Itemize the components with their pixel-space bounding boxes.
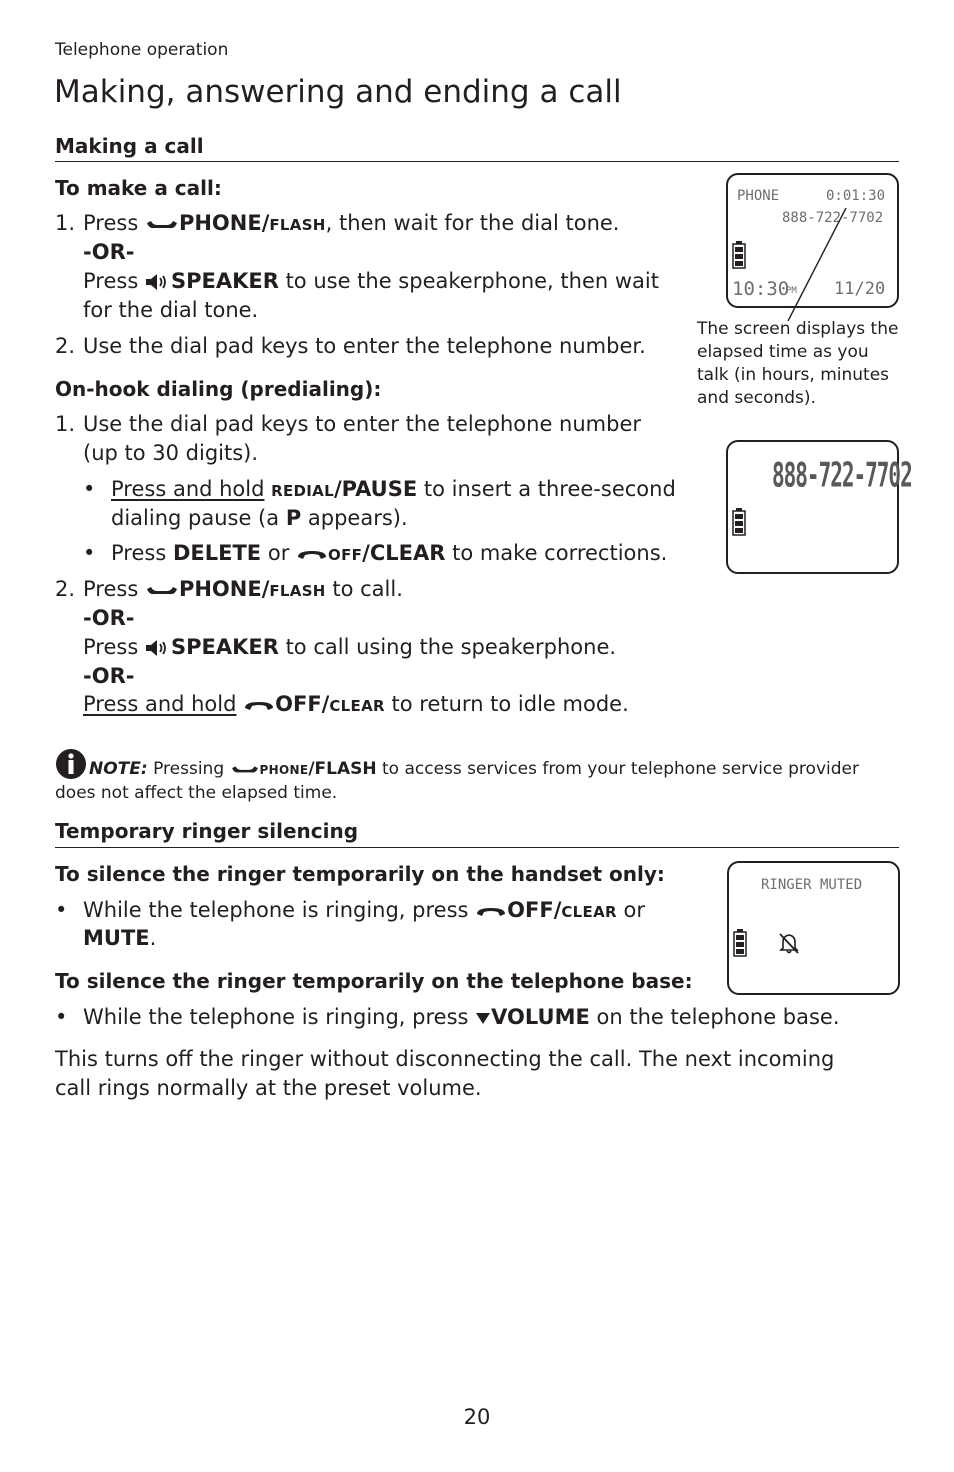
pause-key-label: /PAUSE — [333, 477, 418, 501]
text: to return to idle mode. — [391, 692, 629, 716]
text: Use the dial pad keys to enter the telephone number — [83, 412, 642, 436]
off-key-label: OFF — [328, 546, 363, 564]
text: Press and hold — [83, 692, 237, 716]
off-phone-icon — [475, 904, 507, 918]
text: to call using the speakerphone. — [285, 635, 617, 659]
lcd-caption — [697, 318, 907, 410]
phone-icon — [145, 217, 179, 231]
redial-key-label: REDIAL — [271, 482, 334, 500]
lcd-ringer-muted: RINGER MUTED — [761, 877, 863, 893]
text: Press — [111, 541, 167, 565]
text: or — [267, 541, 290, 565]
divider — [55, 161, 899, 162]
bullet: • — [55, 898, 68, 922]
clear-key-label: CLEAR — [329, 697, 385, 715]
lcd-number: 888-722-7702 — [772, 456, 912, 495]
text: to call. — [332, 577, 403, 601]
lcd-screen-predial — [726, 440, 912, 574]
text: on the telephone base. — [596, 1005, 840, 1029]
idle-option — [83, 690, 629, 721]
handset-bullet-cont — [83, 924, 156, 953]
volume-down-icon — [475, 1011, 491, 1025]
text: Press — [83, 269, 139, 293]
bullet: • — [83, 477, 96, 501]
off-key-label: OFF/ — [275, 692, 330, 716]
clear-key-label: /CLEAR — [362, 541, 446, 565]
handset-bullet — [83, 896, 645, 927]
text: While the telephone is ringing, press — [83, 898, 469, 922]
paragraph: call rings normally at the preset volume. — [55, 1076, 482, 1100]
onhook-heading: On-hook dialing (predialing): — [55, 377, 382, 401]
text: to use the speakerphone, then wait — [285, 269, 659, 293]
text: appears). — [307, 506, 408, 530]
to-make-call-heading: To make a call: — [55, 176, 222, 200]
phone-key-label: PHONE/ — [178, 577, 270, 601]
flash-key-label: FLASH — [269, 216, 326, 234]
step-number: 1. — [55, 211, 76, 235]
phone-key-label: PHONE — [259, 763, 309, 777]
or-separator: -OR- — [83, 240, 135, 264]
handset-heading: To silence the ringer temporarily on the handset only: — [55, 862, 665, 886]
p-char: P — [285, 506, 302, 530]
text: Press and hold — [111, 477, 265, 501]
bullet-delete — [111, 539, 667, 570]
or-separator: -OR- — [83, 664, 135, 688]
volume-key-label: VOLUME — [491, 1005, 590, 1029]
text: Use the dial pad keys to enter the telephone number. — [83, 334, 646, 358]
flash-key-label: FLASH — [269, 582, 326, 600]
base-heading: To silence the ringer temporarily on the telephone base: — [55, 969, 693, 993]
paragraph: This turns off the ringer without disconnecting the call. The next incoming — [55, 1047, 835, 1071]
text: (up to 30 digits). — [83, 441, 259, 465]
speaker-key-label: SPEAKER — [170, 269, 279, 293]
caption-line: and seconds). — [697, 388, 816, 408]
text: Press — [83, 577, 139, 601]
text: dialing pause (a — [111, 506, 280, 530]
battery-icon — [732, 508, 746, 536]
callout-line — [780, 205, 850, 325]
caption-line: talk (in hours, minutes — [697, 365, 890, 385]
bullet: • — [55, 1005, 68, 1029]
step-number: 2. — [55, 334, 76, 358]
flash-key-label: /FLASH — [308, 759, 377, 779]
speaker-option — [83, 633, 616, 662]
text: for the dial tone. — [83, 298, 259, 322]
speaker-icon — [145, 273, 171, 291]
off-phone-icon — [296, 547, 328, 561]
step-number: 2. — [55, 577, 76, 601]
note — [55, 748, 905, 805]
off-phone-icon — [243, 698, 275, 712]
caption-line: elapsed time as you — [697, 342, 869, 362]
text: Press — [83, 635, 139, 659]
bullet: • — [83, 541, 96, 565]
lcd-number: 888-722-7702 — [782, 210, 884, 226]
note-label: NOTE: — [89, 759, 148, 779]
lcd-ampm: PM — [786, 286, 797, 296]
text: or — [623, 898, 646, 922]
off-key-label: OFF/ — [507, 898, 562, 922]
divider — [55, 847, 899, 848]
text: Pressing — [153, 759, 225, 779]
text: does not affect the elapsed time. — [55, 783, 338, 803]
phone-key-label: PHONE/ — [178, 211, 270, 235]
page-number: 20 — [463, 1405, 491, 1429]
ringer-off-icon — [777, 931, 801, 955]
text: to make corrections. — [452, 541, 668, 565]
bullet-pause-cont — [111, 504, 408, 533]
text: , then wait for the dial tone. — [325, 211, 620, 235]
lcd-screen-muted — [727, 861, 900, 995]
text: While the telephone is ringing, press — [83, 1005, 469, 1029]
lcd-mode: PHONE — [737, 188, 780, 204]
text: . — [149, 926, 157, 950]
page-title: Making, answering and ending a call — [54, 74, 622, 110]
speaker-icon — [145, 639, 171, 657]
lcd-timer: 0:01:30 — [826, 188, 886, 204]
bullet-pause — [111, 475, 676, 506]
speaker-key-label: SPEAKER — [170, 635, 279, 659]
lcd-date: 11/20 — [834, 279, 886, 299]
text: Press — [83, 211, 139, 235]
text: to insert a three-second — [423, 477, 676, 501]
speaker-option — [83, 267, 659, 296]
battery-icon — [732, 241, 746, 269]
clear-key-label: CLEAR — [561, 903, 617, 921]
info-icon — [55, 748, 89, 780]
step-number: 1. — [55, 412, 76, 436]
text: to access services from your telephone service provider — [382, 759, 859, 779]
making-call-heading: Making a call — [55, 134, 204, 158]
ringer-heading: Temporary ringer silencing — [55, 819, 359, 843]
section-label: Telephone operation — [55, 40, 229, 60]
caption-line: The screen displays the — [697, 319, 899, 339]
base-bullet — [83, 1003, 840, 1032]
phone-icon — [230, 763, 260, 775]
phone-icon — [145, 583, 179, 597]
delete-key-label: DELETE — [172, 541, 262, 565]
lcd-time: 10:30 — [732, 278, 790, 300]
mute-key-label: MUTE — [83, 926, 150, 950]
battery-icon — [733, 929, 747, 957]
or-separator: -OR- — [83, 606, 135, 630]
